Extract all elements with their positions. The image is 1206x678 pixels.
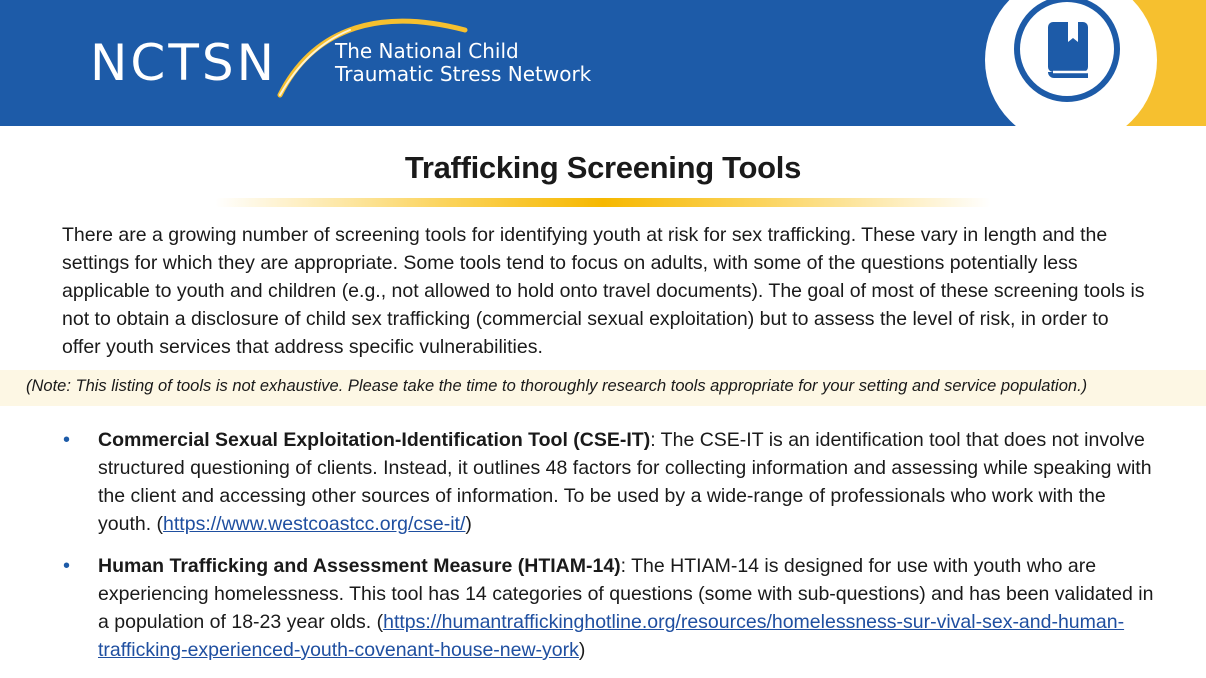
- list-item: [0, 552, 1158, 664]
- bullet-icon: •: [63, 429, 71, 451]
- nctsn-logo[interactable]: NCTSN: [90, 34, 277, 92]
- tool-description: : The HTIAM-14 is designed for use with youth who are experiencing homelessness. This tool has 14 categories of questions (some with sub-questions) and has been validated in a population of 18-23 year olds. (: [98, 555, 1154, 633]
- tool-list: [0, 426, 1206, 678]
- tool-close-paren: ): [578, 639, 586, 661]
- tool-name: Commercial Sexual Exploitation-Identification Tool (CSE-IT): [98, 429, 651, 451]
- tagline-line-2: Traumatic Stress Network: [335, 62, 592, 86]
- page-title: Trafficking Screening Tools: [404, 150, 802, 185]
- bullet-icon: •: [63, 555, 71, 577]
- logo-tagline: [335, 40, 591, 86]
- intro-paragraph: There are a growing number of screening tools for identifying youth at risk for sex trafficking. These vary in length and the settings for which they are appropriate. Some tools tend to focus on adults, with some of the questions potentially less applicable to youth and children (e.g., not allowed to hold onto travel documents). The goal of most of these screening tools is not to obtain a disclosure of child sex trafficking (commercial sexual exploitation) but to assess the level of risk, in order to offer youth services that address specific vulnerabilities.: [62, 224, 1145, 358]
- header-banner: [0, 0, 1206, 126]
- title-underline: [215, 198, 991, 207]
- note-text: (Note: This listing of tools is not exhaustive. Please take the time to thoroughly research tools appropriate for your setting and service population.): [26, 377, 1088, 395]
- tool-link[interactable]: https://humantraffickinghotline.org/resources/homelessness-sur-vival-sex-and-human-trafficking-experienced-youth-covenant-house-new-york: [98, 611, 1125, 661]
- tool-description: : The CSE-IT is an identification tool that does not involve structured questioning of clients. Instead, it outlines 48 factors for collecting information and assessing while speaking with the client and accessing other sources of information. To be used by a wide-range of professionals who work with the youth. (: [98, 429, 1152, 535]
- tool-close-paren: ): [465, 513, 472, 535]
- list-item: [0, 426, 1158, 538]
- tool-link[interactable]: https://www.westcoastcc.org/cse-it/: [163, 513, 466, 535]
- book-icon: [1040, 20, 1094, 82]
- tool-name: Human Trafficking and Assessment Measure (HTIAM-14): [98, 555, 621, 577]
- tagline-line-1: The National Child: [335, 39, 519, 63]
